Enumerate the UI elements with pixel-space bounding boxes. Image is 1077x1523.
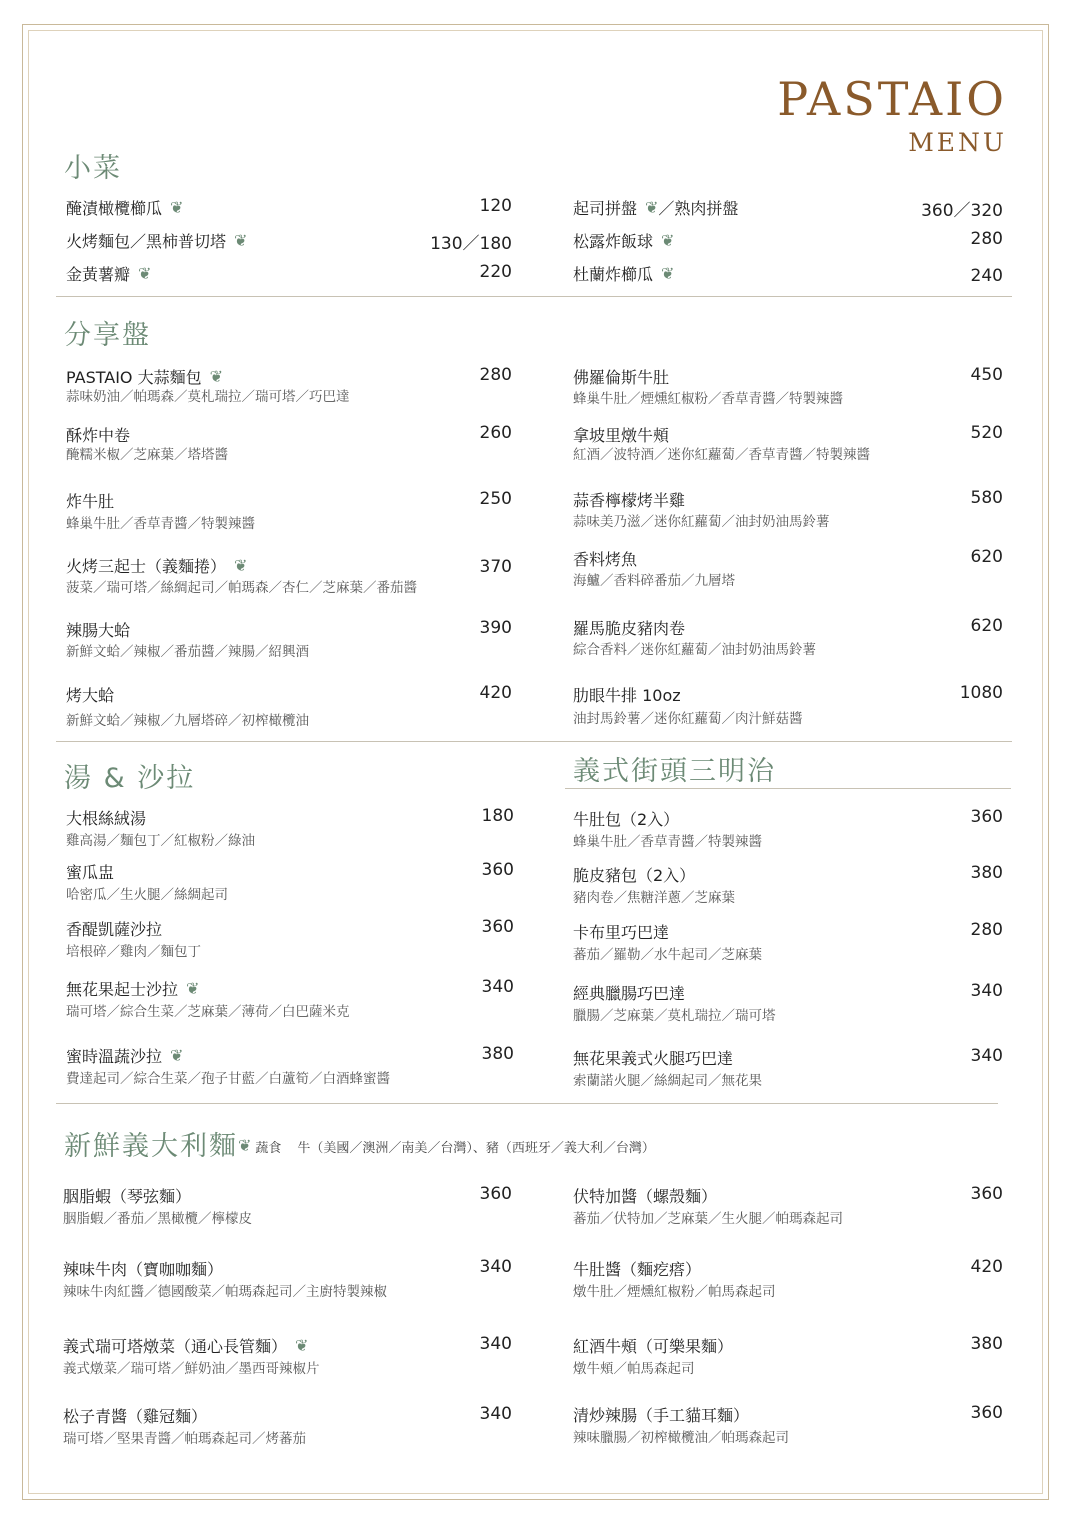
item-name: 肋眼牛排 10oz [573, 686, 681, 705]
item-name: 松子青醬（雞冠麵） [63, 1407, 208, 1426]
section-title-soup-salad: 湯 & 沙拉 [64, 763, 196, 794]
menu-item [573, 920, 1003, 970]
item-name: 蜜時溫蔬沙拉 [66, 1047, 163, 1066]
item-price: 220 [479, 262, 512, 282]
menu-item [573, 981, 1003, 1031]
item-name: 辣味牛肉（寶咖咖麵） [63, 1260, 224, 1279]
item-price: 340 [481, 977, 514, 997]
menu-item [573, 1257, 1003, 1307]
item-description: 臘腸／芝麻葉／莫札瑞拉／瑞可塔 [573, 1008, 776, 1024]
item-description: 索蘭諾火腿／絲綢起司／無花果 [573, 1073, 762, 1089]
item-price: 280 [970, 229, 1003, 249]
item-price: 250 [479, 489, 512, 509]
legend-meat-origin: 牛（美國／澳洲／南美／台灣）、豬（西班牙／義大利／台灣） [297, 1141, 655, 1156]
leaf-icon: ❦ [186, 979, 200, 998]
section-divider [565, 788, 1011, 789]
item-price: 580 [970, 488, 1003, 508]
section-divider [56, 741, 1012, 742]
item-name: 杜蘭炸櫛瓜 [573, 265, 654, 284]
menu-item [63, 1257, 512, 1307]
item-description: 豬肉卷／焦糖洋蔥／芝麻葉 [573, 890, 735, 906]
menu-item [573, 807, 1003, 857]
leaf-icon: ❦ [238, 1136, 252, 1155]
menu-item [66, 423, 512, 473]
menu-item [573, 423, 1003, 473]
item-name: 無花果起士沙拉 [66, 980, 179, 999]
menu-item [66, 262, 512, 312]
item-name: 火烤三起士（義麵捲） [66, 557, 227, 576]
item-description: 費達起司／綜合生菜／孢子甘藍／白蘆筍／白酒蜂蜜醬 [66, 1071, 390, 1087]
leaf-icon: ❦ [234, 231, 248, 250]
menu-item [63, 1184, 512, 1234]
item-name: 香料烤魚 [573, 550, 638, 569]
item-name: 炸牛肚 [66, 492, 115, 511]
menu-item [66, 489, 512, 539]
item-description: 瑞可塔／綜合生菜／芝麻葉／薄荷／白巴薩米克 [66, 1004, 350, 1020]
item-name: 胭脂蝦（琴弦麵） [63, 1187, 192, 1206]
menu-item [66, 683, 512, 733]
item-name: PASTAIO 大蒜麵包 [66, 368, 202, 387]
item-name: 伏特加醬（螺殼麵） [573, 1187, 718, 1206]
menu-item [66, 806, 514, 856]
item-name: 羅馬脆皮豬肉卷 [573, 619, 686, 638]
diet-legend [238, 1136, 655, 1156]
item-price: 340 [970, 1046, 1003, 1066]
item-name: 蒜香檸檬烤半雞 [573, 491, 686, 510]
item-price: 340 [970, 981, 1003, 1001]
item-name: 清炒辣腸（手工貓耳麵） [573, 1406, 750, 1425]
item-name: 松露炸飯球 [573, 232, 654, 251]
item-name: 大根絲絨湯 [66, 809, 147, 828]
item-description: 義式燉菜／瑞可塔／鮮奶油／墨西哥辣椒片 [63, 1361, 320, 1377]
item-name: 牛肚包（2入） [573, 810, 680, 829]
menu-item [573, 1046, 1003, 1096]
item-description: 瑞可塔／堅果青醬／帕瑪森起司／烤蕃茄 [63, 1431, 306, 1447]
item-description: 蒜味奶油／帕瑪森／莫札瑞拉／瑞可塔／巧巴達 [66, 389, 350, 405]
leaf-icon: ❦ [661, 231, 675, 250]
item-description: 辣味臘腸／初榨橄欖油／帕瑪森起司 [573, 1430, 789, 1446]
item-description: 燉牛肚／煙燻紅椒粉／帕馬森起司 [573, 1284, 776, 1300]
item-price: 520 [970, 423, 1003, 443]
item-price: 360 [481, 860, 514, 880]
item-price: 380 [970, 1334, 1003, 1354]
menu-item [66, 977, 514, 1027]
item-price: 380 [970, 863, 1003, 883]
item-price: 390 [479, 618, 512, 638]
item-description: 蜂巢牛肚／香草青醬／特製辣醬 [66, 516, 255, 532]
item-description: 蜂巢牛肚／煙燻紅椒粉／香草青醬／特製辣醬 [573, 391, 843, 407]
item-price: 260 [479, 423, 512, 443]
legend-vegetarian: 蔬食 [255, 1141, 282, 1156]
menu-item [573, 1184, 1003, 1234]
item-price: 1080 [959, 683, 1003, 703]
brand-logo [777, 72, 1007, 157]
menu-item [66, 554, 512, 604]
brand-name: PASTAIO [777, 72, 1007, 126]
item-price: 360／320 [921, 201, 1003, 221]
menu-item [66, 860, 514, 910]
item-name: 酥炸中卷 [66, 426, 131, 445]
item-price: 620 [970, 616, 1003, 636]
leaf-icon: ❦ [138, 264, 152, 283]
item-description: 綜合香料／迷你紅蘿蔔／油封奶油馬鈴薯 [573, 642, 816, 658]
item-price: 360 [970, 1184, 1003, 1204]
item-price: 340 [479, 1334, 512, 1354]
leaf-icon: ❦ [170, 1046, 184, 1065]
leaf-icon: ❦ [295, 1336, 309, 1355]
item-price: 180 [481, 806, 514, 826]
item-name: 脆皮豬包（2入） [573, 866, 696, 885]
leaf-icon: ❦ [234, 556, 248, 575]
item-price: 240 [970, 266, 1003, 286]
menu-item [573, 616, 1003, 666]
menu-item [66, 1044, 514, 1094]
item-name: 經典臘腸巧巴達 [573, 984, 686, 1003]
item-description: 辣味牛肉紅醬／德國酸菜／帕瑪森起司／主廚特製辣椒 [63, 1284, 387, 1300]
item-description: 醃糯米椒／芝麻葉／塔塔醬 [66, 447, 228, 463]
item-name: 卡布里巧巴達 [573, 923, 670, 942]
item-price: 340 [479, 1404, 512, 1424]
item-description: 海鱸／香料碎番茄／九層塔 [573, 573, 735, 589]
section-title-small-dishes: 小菜 [64, 153, 122, 184]
section-title-sharing-plates: 分享盤 [64, 320, 151, 351]
item-name: 佛羅倫斯牛肚 [573, 368, 670, 387]
item-description: 燉牛頰／帕馬森起司 [573, 1361, 695, 1377]
item-name: 無花果義式火腿巧巴達 [573, 1049, 734, 1068]
item-description: 新鮮文蛤／辣椒／番茄醬／辣腸／紹興酒 [66, 644, 309, 660]
brand-sub: MENU [908, 128, 1007, 157]
menu-item [66, 365, 512, 415]
item-name: 辣腸大蛤 [66, 621, 131, 640]
item-price: 130／180 [430, 234, 512, 254]
item-price: 280 [479, 365, 512, 385]
item-description: 蜂巢牛肚／香草青醬／特製辣醬 [573, 834, 762, 850]
item-name: 醃漬橄欖櫛瓜 [66, 199, 163, 218]
item-price: 340 [479, 1257, 512, 1277]
menu-item [573, 488, 1003, 538]
item-description: 胭脂蝦／番茄／黑橄欖／檸檬皮 [63, 1211, 252, 1227]
item-description: 哈密瓜／生火腿／絲綢起司 [66, 887, 228, 903]
item-description: 紅酒／波特酒／迷你紅蘿蔔／香草青醬／特製辣醬 [573, 447, 870, 463]
menu-item [66, 618, 512, 668]
item-price: 120 [479, 196, 512, 216]
item-price: 360 [479, 1184, 512, 1204]
item-price: 420 [970, 1257, 1003, 1277]
item-description: 蕃茄／羅勒／水牛起司／芝麻葉 [573, 947, 762, 963]
leaf-icon: ❦ [209, 367, 224, 386]
item-description: 雞高湯／麵包丁／紅椒粉／綠油 [66, 833, 255, 849]
item-name: 蜜瓜盅 [66, 863, 115, 882]
section-title-fresh-pasta: 新鮮義大利麵 [64, 1131, 238, 1162]
menu-item [63, 1404, 512, 1454]
leaf-icon: ❦ [645, 198, 659, 217]
menu-item [66, 917, 514, 967]
item-description: 油封馬鈴薯／迷你紅蘿蔔／肉汁鮮菇醬 [573, 711, 803, 727]
section-divider [56, 296, 1012, 297]
item-description: 蕃茄／伏特加／芝麻葉／生火腿／帕瑪森起司 [573, 1211, 843, 1227]
item-name: 火烤麵包／黑柿普切塔 [66, 232, 227, 251]
item-name: 拿坡里燉牛頰 [573, 426, 670, 445]
item-name: 義式瑞可塔燉菜（通心長管麵） [63, 1337, 288, 1356]
item-name: 起司拼盤 [573, 199, 638, 218]
section-title-street-sandwich: 義式街頭三明治 [573, 756, 776, 787]
leaf-icon: ❦ [170, 198, 184, 217]
item-price: 420 [479, 683, 512, 703]
menu-item [573, 547, 1003, 597]
item-name: 金黃薯瓣 [66, 265, 131, 284]
menu-item [573, 262, 1003, 312]
item-name: 紅酒牛頰（可樂果麵） [573, 1337, 734, 1356]
item-price: 280 [970, 920, 1003, 940]
menu-item [573, 683, 1003, 733]
item-description: 菠菜／瑞可塔／絲綢起司／帕瑪森／杏仁／芝麻葉／番茄醬 [66, 580, 417, 596]
item-price: 450 [970, 365, 1003, 385]
item-price: 360 [481, 917, 514, 937]
menu-item [573, 863, 1003, 913]
item-description: 蒜味美乃滋／迷你紅蘿蔔／油封奶油馬鈴薯 [573, 514, 830, 530]
item-name: 烤大蛤 [66, 686, 115, 705]
menu-item [573, 1403, 1003, 1453]
section-divider [56, 1103, 998, 1104]
item-price: 620 [970, 547, 1003, 567]
item-name-secondary: ／熟肉拼盤 [658, 199, 739, 218]
menu-item [63, 1334, 512, 1384]
item-price: 360 [970, 1403, 1003, 1423]
item-price: 380 [481, 1044, 514, 1064]
item-description: 培根碎／雞肉／麵包丁 [66, 944, 201, 960]
leaf-icon: ❦ [661, 264, 675, 283]
item-price: 370 [479, 557, 512, 577]
item-name: 香醍凱薩沙拉 [66, 920, 163, 939]
item-description: 新鮮文蛤／辣椒／九層塔碎／初榨橄欖油 [66, 713, 309, 729]
menu-item [573, 1334, 1003, 1384]
item-name: 牛肚醬（麵疙瘩） [573, 1260, 702, 1279]
item-price: 360 [970, 807, 1003, 827]
menu-item [573, 365, 1003, 415]
